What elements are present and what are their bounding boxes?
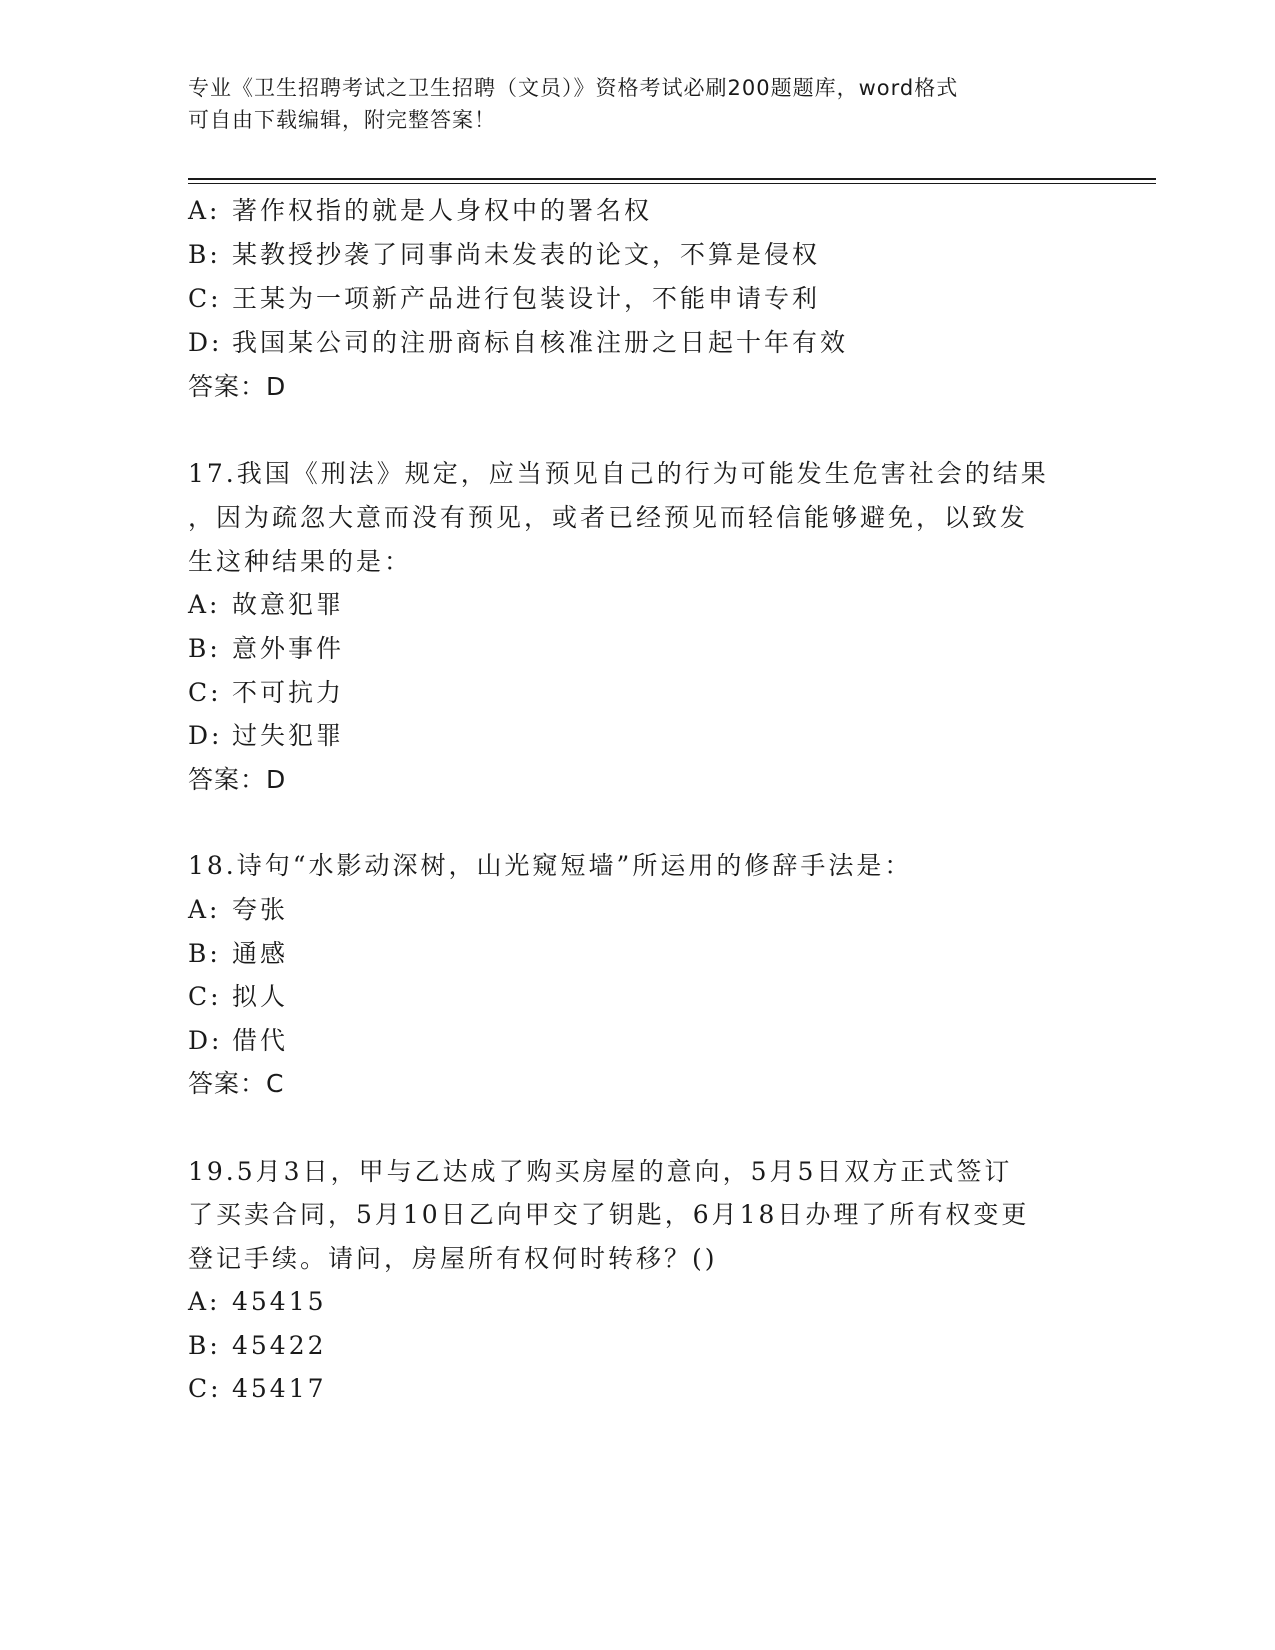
option-text: 夸张 — [232, 895, 289, 924]
option-text: 我国某公司的注册商标自核准注册之日起十年有效 — [232, 328, 849, 357]
option-text: 通感 — [232, 939, 289, 968]
option-key: A: — [188, 895, 221, 924]
header-rule-thin — [188, 183, 1156, 184]
option-text: 拟人 — [232, 982, 289, 1011]
option-text: 王某为一项新产品进行包装设计，不能申请专利 — [232, 284, 821, 313]
option-key: B: — [188, 939, 221, 968]
q18-answer: 答案：C — [188, 1069, 285, 1098]
q17-stem-line-3: 生这种结果的是： — [188, 547, 413, 576]
option-key: D: — [188, 1026, 223, 1055]
q18-option-b — [188, 937, 288, 971]
option-text: 某教授抄袭了同事尚未发表的论文，不算是侵权 — [232, 240, 821, 269]
q19-option-a — [188, 1285, 327, 1319]
q17-answer: 答案：D — [188, 765, 287, 794]
option-key: C: — [188, 982, 222, 1011]
q17-stem-line-2: ，因为疏忽大意而没有预见，或者已经预见而轻信能够避免，以致发 — [188, 503, 1029, 532]
option-text: 借代 — [232, 1026, 289, 1055]
q17-option-c — [188, 676, 344, 710]
option-key: B: — [188, 1331, 221, 1360]
option-key: B: — [188, 634, 221, 663]
option-key: A: — [188, 590, 221, 619]
q18-option-c — [188, 980, 288, 1014]
header-line-1: 专业《卫生招聘考试之卫生招聘（文员）》资格考试必刷200题题库，word格式 — [188, 76, 959, 100]
q17-stem-line-1: 17.我国《刑法》规定，应当预见自己的行为可能发生危害社会的结果 — [188, 459, 1049, 488]
q19-option-c — [188, 1372, 327, 1406]
header-line-2: 可自由下载编辑，附完整答案！ — [188, 108, 496, 132]
option-key: D: — [188, 328, 223, 357]
document-header — [188, 72, 1088, 136]
q18-option-a — [188, 893, 288, 927]
option-text: 著作权指的就是人身权中的署名权 — [232, 196, 653, 225]
option-text: 过失犯罪 — [232, 721, 345, 750]
q16-option-d — [188, 326, 848, 360]
option-key: B: — [188, 240, 221, 269]
header-rule-thick — [188, 178, 1156, 180]
option-text: 不可抗力 — [232, 678, 345, 707]
q19-stem-line-3: 登记手续。请问，房屋所有权何时转移？() — [188, 1244, 718, 1273]
option-text: 故意犯罪 — [232, 590, 345, 619]
q18-option-d — [188, 1024, 288, 1058]
option-key: D: — [188, 721, 223, 750]
option-text: 45417 — [232, 1374, 327, 1403]
q17-option-a — [188, 588, 344, 622]
q16-answer: 答案：D — [188, 372, 287, 401]
q17-option-d — [188, 719, 344, 753]
q18-stem-line-1: 18.诗句“水影动深树，山光窥短墙”所运用的修辞手法是： — [188, 851, 913, 880]
option-key: C: — [188, 1374, 222, 1403]
q16-option-c — [188, 282, 820, 316]
option-key: A: — [188, 196, 221, 225]
option-text: 45422 — [232, 1331, 327, 1360]
q19-option-b — [188, 1329, 327, 1363]
option-text: 意外事件 — [232, 634, 345, 663]
option-key: A: — [188, 1287, 221, 1316]
option-text: 45415 — [232, 1287, 327, 1316]
q16-option-b — [188, 238, 820, 272]
option-key: C: — [188, 678, 222, 707]
option-key: C: — [188, 284, 222, 313]
q19-stem-line-2: 了买卖合同，5月10日乙向甲交了钥匙，6月18日办理了所有权变更 — [188, 1200, 1030, 1229]
q17-option-b — [188, 632, 344, 666]
q19-stem-line-1: 19.5月3日，甲与乙达成了购买房屋的意向，5月5日双方正式签订 — [188, 1157, 1013, 1186]
q16-option-a — [188, 194, 652, 228]
